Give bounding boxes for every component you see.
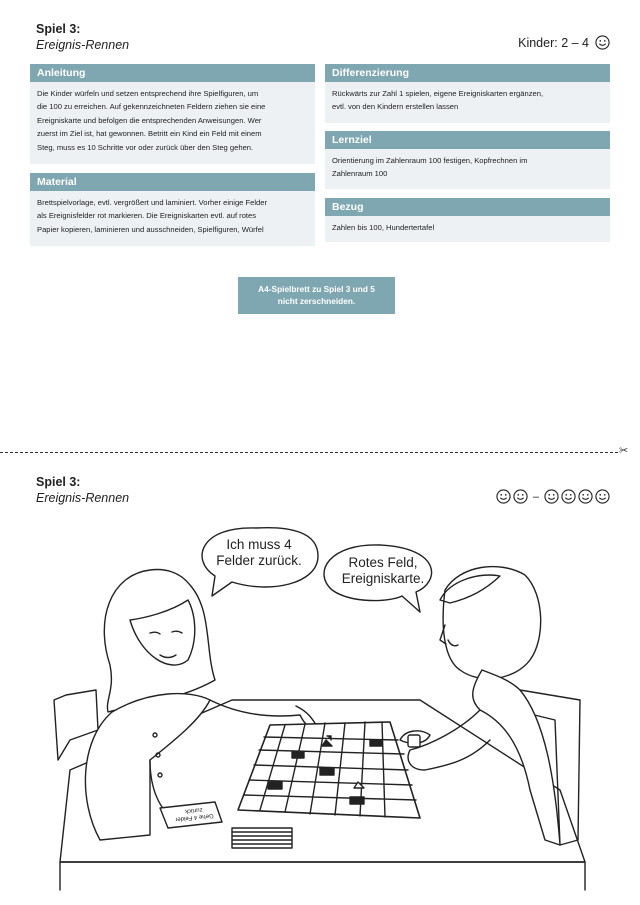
bubble-line: Ereigniskarte. (341, 571, 425, 586)
card-text-line: zurück (184, 806, 203, 814)
bubble-girl-text (206, 537, 312, 569)
text-line: Zahlen bis 100, Hundertertafel (332, 223, 435, 232)
card-stack (232, 828, 292, 848)
text-line: Papier kopieren, laminieren und ausschneiden, Spielfiguren, Würfel (37, 224, 264, 234)
game-number: Spiel 3: (36, 22, 81, 36)
game-board (238, 722, 420, 818)
callout-line: nicht zerschneiden. (277, 296, 356, 306)
game-number: Spiel 3: (36, 475, 81, 489)
box-bezug-head: Bezug (325, 198, 610, 216)
text-line: Rückwärts zur Zahl 1 spielen, eigene Ereigniskarten ergänzen, (332, 89, 544, 98)
box-material-head: Material (30, 173, 315, 191)
text-line: evtl. von den Kindern erstellen lassen (332, 102, 459, 112)
game-name: Ereignis-Rennen (36, 491, 130, 505)
player-count-label: Kinder: 2 – 4 (518, 35, 589, 50)
bubble-line: Felder zurück. (216, 553, 302, 568)
bubble-boy-text (328, 555, 438, 587)
smiley-range-separator: – (532, 490, 539, 503)
scissors-icon: ✂ (619, 445, 629, 457)
text-line: Steg, muss es 10 Schritte vor oder zurück über den Steg gehen. (37, 142, 254, 152)
game-name: Ereignis-Rennen (36, 38, 130, 52)
text-line: Die Kinder würfeln und setzen entsprechend ihre Spielfiguren, um (37, 89, 259, 98)
text-line: Brettspielvorlage, evtl. vergrößert und laminiert. Vorher einige Felder (37, 198, 268, 207)
box-anleitung-head: Anleitung (30, 64, 315, 82)
dice (408, 735, 420, 747)
card-text-line: Gehe 4 Felder (175, 811, 214, 822)
text-line: Ereigniskarte und befolgen die entsprechenden Anweisungen. Wer (37, 115, 262, 125)
text-line: Zahlenraum 100 (332, 169, 388, 179)
text-line: Orientierung im Zahlenraum 100 festigen, Kopfrechnen im (332, 156, 528, 165)
text-line: als Ereignisfelder rot markieren. Die Ereigniskarten evtl. auf rotes (37, 211, 257, 221)
text-line: zuerst im Ziel ist, hat gewonnen. Betritt ein Kind ein Feld mit einem (37, 129, 262, 139)
callout-line: A4-Spielbrett zu Spiel 3 und 5 (258, 284, 375, 294)
bubble-line: Ich muss 4 (226, 537, 292, 552)
text-line: die 100 zu erreichen. Auf gekennzeichneten Feldern ziehen sie eine (37, 102, 266, 112)
box-lernziel-head: Lernziel (325, 131, 610, 149)
box-differenzierung-head: Differenzierung (325, 64, 610, 82)
bubble-line: Rotes Feld, (348, 555, 418, 570)
